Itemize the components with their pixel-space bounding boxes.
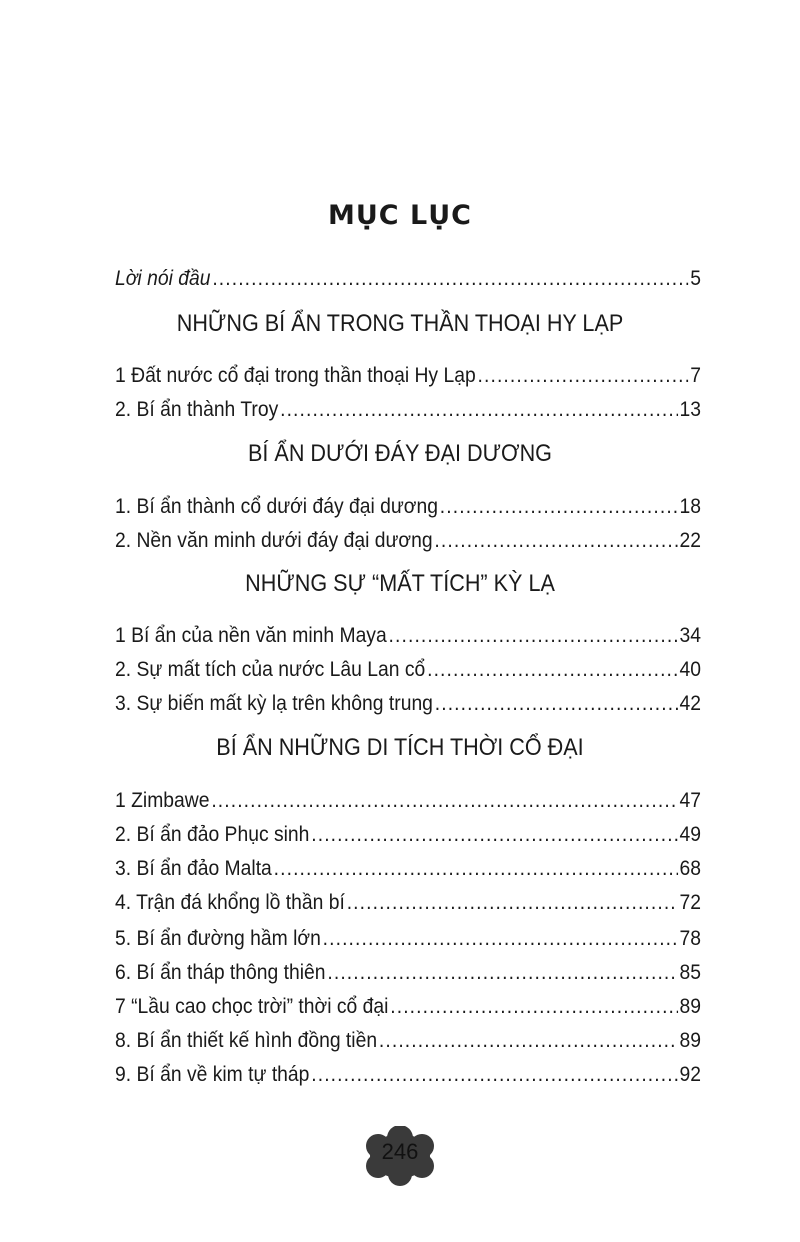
entry-page: 47 <box>679 789 702 812</box>
toc-entry[interactable] <box>115 653 701 683</box>
toc-entry[interactable] <box>115 687 701 717</box>
dot-leader <box>478 363 689 389</box>
entry-label: 9. Bí ẩn về kim tự tháp <box>115 1063 310 1086</box>
entry-page: 68 <box>679 857 702 880</box>
entry-page: 13 <box>679 398 702 421</box>
dot-leader <box>311 822 677 848</box>
dot-leader <box>212 266 688 292</box>
dot-leader <box>435 691 678 717</box>
dot-leader <box>379 1028 678 1054</box>
toc-entry[interactable] <box>115 784 701 814</box>
page-number: 246 <box>381 1139 419 1164</box>
entry-label: 1 Đất nước cổ đại trong thần thoại Hy Lạp <box>115 364 476 387</box>
dot-leader <box>323 926 678 952</box>
dot-leader <box>434 528 677 554</box>
dot-leader <box>347 890 678 916</box>
entry-page: 85 <box>679 961 702 984</box>
entry-label: 5. Bí ẩn đường hầm lớn <box>115 927 321 950</box>
toc-entry-preface[interactable] <box>115 262 701 292</box>
entry-page: 49 <box>679 823 702 846</box>
toc-entry[interactable] <box>115 956 701 986</box>
entry-page: 42 <box>679 692 702 715</box>
entry-page: 18 <box>679 495 702 518</box>
entry-label: 3. Sự biến mất kỳ lạ trên không trung <box>115 692 433 715</box>
section-heading: NHỮNG BÍ ẨN TRONG THẦN THOẠI HY LẠP <box>176 310 624 337</box>
section-heading: BÍ ẨN DƯỚI ĐÁY ĐẠI DƯƠNG <box>247 440 552 467</box>
entry-label: 8. Bí ẩn thiết kế hình đồng tiền <box>115 1029 378 1052</box>
entry-label: 7 “Lầu cao chọc trời” thời cổ đại <box>115 995 389 1018</box>
toc-entry[interactable] <box>115 524 701 554</box>
entry-page: 7 <box>690 364 702 387</box>
entry-label: 1 Zimbawe <box>115 789 210 812</box>
toc-entry[interactable] <box>115 1024 701 1054</box>
entry-page: 5 <box>690 267 702 290</box>
toc-entry[interactable] <box>115 393 701 423</box>
section-heading: NHỮNG SỰ “MẤT TÍCH” KỲ LẠ <box>245 570 555 597</box>
page-title: MỤC LỤC <box>328 200 472 231</box>
dot-leader <box>280 397 678 423</box>
dot-leader <box>389 623 678 649</box>
entry-label: 2. Bí ẩn thành Troy <box>115 398 279 421</box>
entry-label: 3. Bí ẩn đảo Malta <box>115 857 272 880</box>
dot-leader <box>211 788 677 814</box>
dot-leader <box>390 994 677 1020</box>
toc-entry[interactable] <box>115 886 701 916</box>
entry-page: 78 <box>679 927 702 950</box>
toc-entry[interactable] <box>115 1058 701 1088</box>
entry-label: 4. Trận đá khổng lồ thần bí <box>115 891 345 914</box>
entry-page: 72 <box>679 891 702 914</box>
entry-label: 1 Bí ẩn của nền văn minh Maya <box>115 624 387 647</box>
page-number-badge <box>358 1126 442 1186</box>
toc-entry[interactable] <box>115 852 701 882</box>
entry-page: 92 <box>679 1063 702 1086</box>
toc-entry[interactable] <box>115 818 701 848</box>
entry-label: 2. Sự mất tích của nước Lâu Lan cổ <box>115 658 426 681</box>
entry-label: 2. Bí ẩn đảo Phục sinh <box>115 823 310 846</box>
entry-label: 2. Nền văn minh dưới đáy đại dương <box>115 529 433 552</box>
toc-entry[interactable] <box>115 922 701 952</box>
toc-entry[interactable] <box>115 619 701 649</box>
toc-entry[interactable] <box>115 990 701 1020</box>
dot-leader <box>440 494 678 520</box>
toc-entry[interactable] <box>115 359 701 389</box>
entry-page: 89 <box>679 1029 702 1052</box>
entry-page: 40 <box>679 658 702 681</box>
entry-label: 6. Bí ẩn tháp thông thiên <box>115 961 326 984</box>
entry-page: 89 <box>679 995 702 1018</box>
dot-leader <box>311 1062 677 1088</box>
entry-page: 34 <box>679 624 702 647</box>
dot-leader <box>274 856 678 882</box>
entry-label: Lời nói đầu <box>115 267 211 290</box>
toc-entry[interactable] <box>115 490 701 520</box>
section-heading: BÍ ẨN NHỮNG DI TÍCH THỜI CỔ ĐẠI <box>216 734 584 761</box>
entry-page: 22 <box>679 529 702 552</box>
entry-label: 1. Bí ẩn thành cổ dưới đáy đại dương <box>115 495 438 518</box>
dot-leader <box>427 657 678 683</box>
dot-leader <box>327 960 677 986</box>
